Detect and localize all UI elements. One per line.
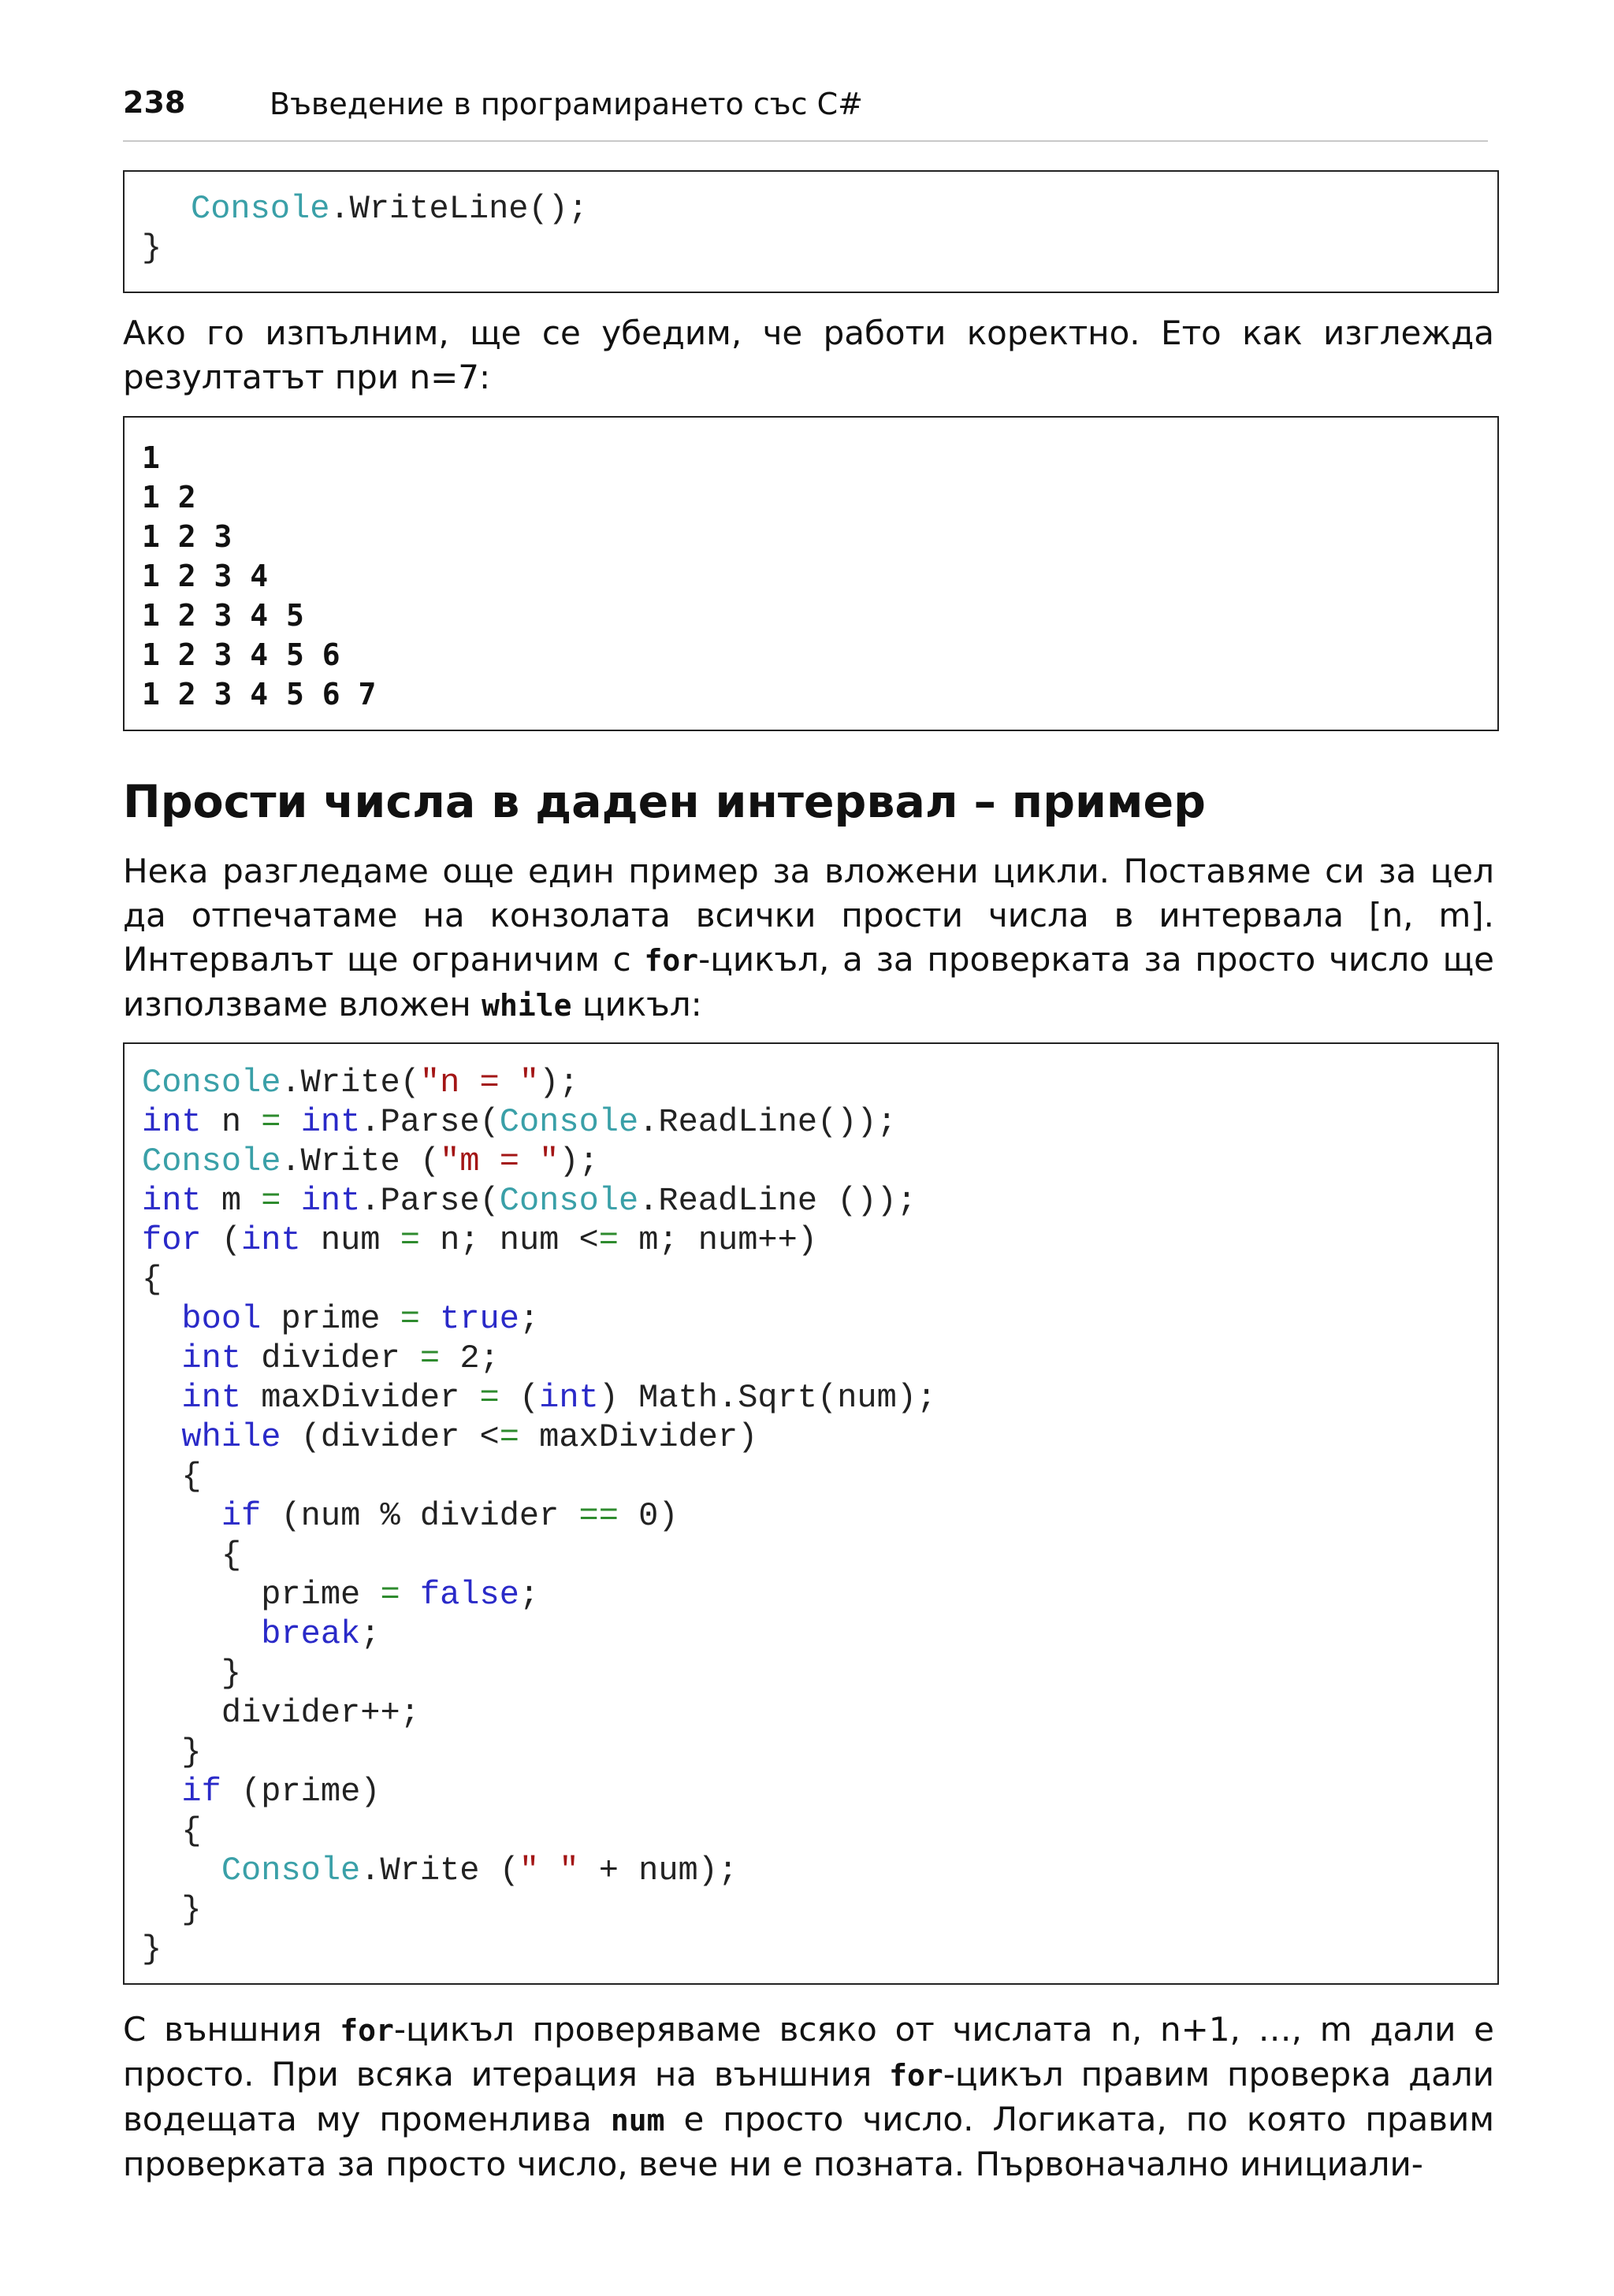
code-tail-box — [123, 170, 1499, 293]
code-line: break; — [261, 1615, 381, 1653]
code-line: if (num % divider == 0) — [221, 1497, 679, 1535]
output-line: 1 2 3 4 — [142, 559, 269, 593]
code-line: { — [142, 1536, 242, 1574]
code-line: int divider = 2; — [181, 1339, 500, 1377]
code-line: divider++; — [142, 1694, 420, 1732]
page-header — [123, 79, 1488, 142]
program-output — [142, 438, 376, 714]
inline-code-num: num — [610, 2103, 665, 2138]
output-line: 1 2 3 4 5 6 7 — [142, 677, 377, 711]
code-tail-line-2: } — [142, 229, 162, 267]
inline-code-for: for — [340, 2013, 394, 2048]
code-line: if (prime) — [181, 1773, 381, 1811]
code-line: } — [142, 1655, 242, 1692]
code-line: for (int num = n; num <= m; num++) — [142, 1221, 818, 1259]
code-line: int maxDivider = (int) Math.Sqrt(num); — [181, 1379, 937, 1417]
code-line: int m = int.Parse(Console.ReadLine ()); — [142, 1182, 917, 1220]
code-line: prime = false; — [142, 1576, 540, 1614]
output-line: 1 2 3 4 5 6 — [142, 637, 340, 672]
paragraph-result: Ако го изпълним, ще се убедим, че работи коректно. Ето как изглежда резултатът при n=7: — [123, 314, 1494, 396]
code-line: { — [142, 1812, 202, 1850]
code-line: int n = int.Parse(Console.ReadLine()); — [142, 1103, 897, 1141]
code-line: } — [142, 1733, 202, 1771]
output-box — [123, 416, 1499, 731]
code-line: } — [142, 1930, 162, 1968]
code-line: { — [142, 1261, 162, 1298]
code-listing — [142, 1063, 936, 1969]
paragraph-explanation: С външния for-цикъл проверяваме всяко от числата n, n+1, …, m дали е просто. При всяка итерация на външния for-цикъл правим проверка дали водещата му променлива num е просто число. Логиката, по която правим проверката за просто число, вече ни е позната. Първоначално инициали- — [123, 2010, 1495, 2183]
code-listing-box — [123, 1042, 1499, 1985]
page-number: 238 — [123, 85, 186, 120]
paragraph-intro: Нека разгледаме още един пример за вложени цикли. Поставяме си за цел да отпечатаме на конзолата всички прости числа в интервала [n, m]. Интервалът ще ограничим с for-цикъл, а за проверката за просто число ще използваме вложен while цикъл: — [123, 852, 1494, 1024]
code-tail — [142, 189, 588, 268]
code-line: bool prime = true; — [181, 1300, 540, 1338]
code-line: while (divider <= maxDivider) — [181, 1418, 758, 1456]
inline-code-while: while — [482, 988, 572, 1023]
book-title: Въведение в програмирането със C# — [270, 87, 863, 121]
code-tail-line-1: Console.WriteLine(); — [191, 190, 589, 228]
code-line: Console.Write ("m = "); — [142, 1142, 599, 1180]
code-line: } — [142, 1891, 202, 1929]
output-line: 1 — [142, 440, 160, 475]
inline-code-for: for — [644, 943, 699, 978]
output-line: 1 2 3 4 5 — [142, 598, 304, 633]
code-line: Console.Write("n = "); — [142, 1064, 579, 1102]
output-line: 1 2 — [142, 480, 196, 515]
code-line: Console.Write (" " + num); — [221, 1852, 738, 1889]
section-heading: Прости числа в даден интервал – пример — [123, 776, 1206, 828]
inline-code-for: for — [889, 2058, 943, 2093]
output-line: 1 2 3 — [142, 519, 232, 554]
code-line: { — [142, 1458, 202, 1495]
